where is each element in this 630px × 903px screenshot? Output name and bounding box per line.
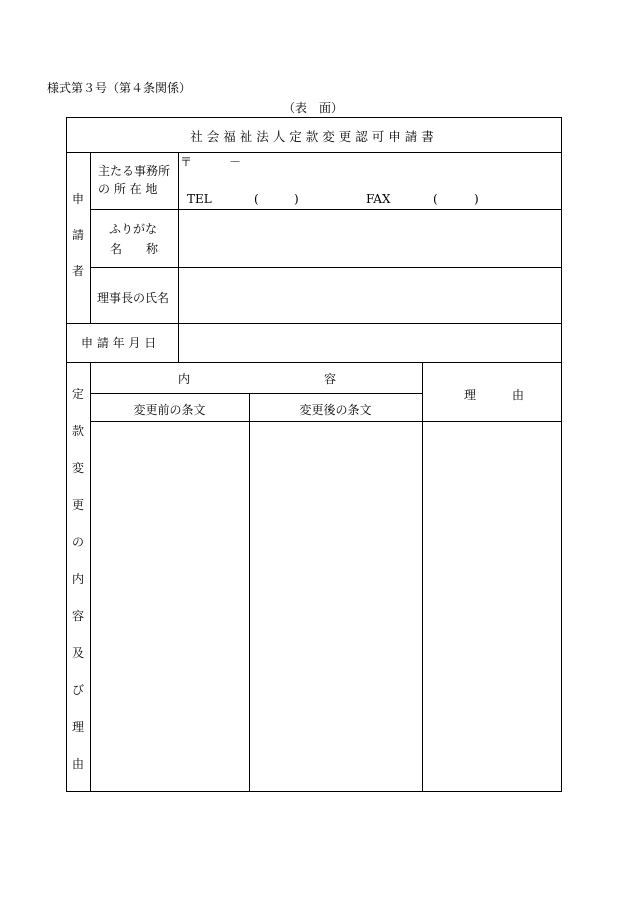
tel-paren-close: ) (294, 192, 299, 206)
tel-paren-open: ( (254, 192, 259, 206)
applicant-label-char: 者 (71, 264, 84, 278)
applicant-group-label (71, 192, 85, 278)
chairman-label: 理事長の氏名 (97, 291, 170, 305)
fax-paren-close: ) (474, 192, 479, 206)
amendment-group-label (71, 387, 85, 771)
name-label: 名 称 (110, 242, 159, 256)
amendment-label-char: 変 (71, 461, 84, 475)
amendment-label-char: 款 (71, 424, 84, 438)
applicant-label-char: 請 (71, 228, 84, 242)
furigana-label: ふりがな (109, 222, 158, 236)
applicant-label-char: 申 (71, 192, 84, 206)
name-field[interactable] (179, 210, 561, 265)
amendment-label-char: 定 (71, 387, 84, 401)
after-article-field[interactable] (250, 422, 421, 791)
fax-paren-open: ( (433, 192, 438, 206)
reason-header-left: 理 (464, 388, 477, 402)
reason-header-right: 由 (512, 388, 525, 402)
amendment-label-char: 由 (71, 757, 84, 771)
address-label-line1: 主たる事務所 (98, 164, 171, 178)
amendment-label-char: 容 (71, 609, 84, 623)
row-divider (67, 362, 561, 363)
application-date-field[interactable] (179, 324, 561, 360)
postal-dash: － (229, 155, 242, 169)
col-divider (90, 152, 91, 323)
address-label-line2: の 所 在 地 (98, 182, 158, 196)
content-header-right: 容 (324, 372, 337, 386)
chairman-name-field[interactable] (179, 268, 561, 321)
amendment-label-char: の (71, 535, 84, 549)
amendment-label-char: 更 (71, 498, 84, 512)
before-article-label: 変更前の条文 (133, 403, 206, 417)
amendment-label-char: 内 (71, 572, 84, 586)
tel-label: TEL (187, 192, 212, 206)
row-divider (90, 393, 422, 394)
postal-mark: 〒 (180, 155, 193, 169)
before-article-field[interactable] (90, 422, 248, 791)
amendment-label-char: 理 (71, 720, 84, 734)
side-label: （表 面） (283, 101, 344, 115)
amendment-label-char: 及 (71, 646, 84, 660)
fax-label: FAX (366, 192, 391, 206)
form-number: 様式第３号（第４条関係） (47, 81, 192, 95)
content-header-left: 内 (178, 372, 191, 386)
amendment-label-char: び (71, 683, 84, 697)
reason-field[interactable] (423, 422, 561, 791)
after-article-label: 変更後の条文 (299, 403, 372, 417)
form-title: 社会福祉法人定款変更認可申請書 (190, 129, 438, 144)
application-date-label: 申 請 年 月 日 (81, 336, 157, 350)
